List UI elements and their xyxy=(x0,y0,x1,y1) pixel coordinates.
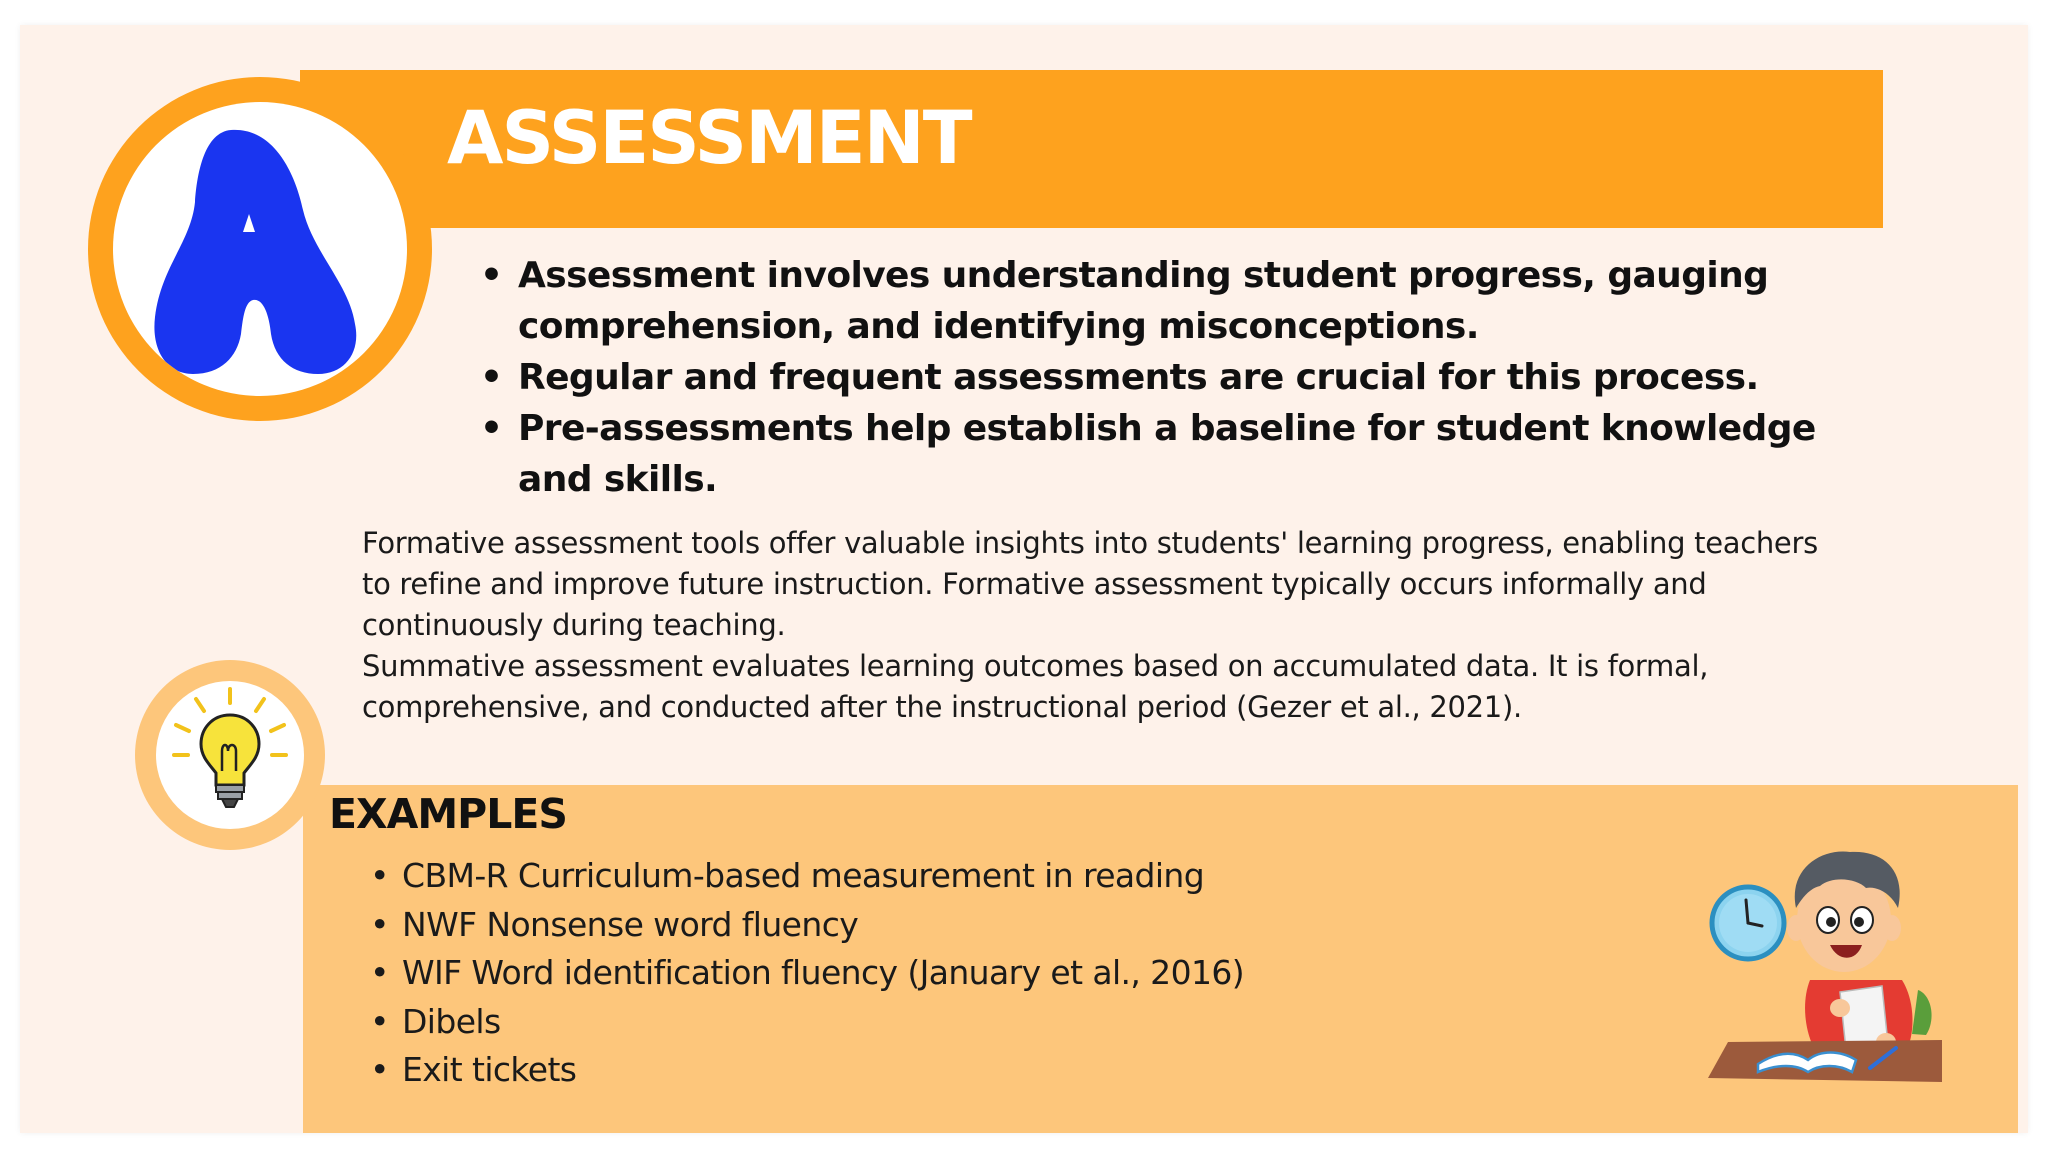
key-point: • Regular and frequent assessments are crucial for this process. xyxy=(480,352,1880,403)
student-with-clock-illustration xyxy=(1680,820,1950,1100)
examples-heading: EXAMPLES xyxy=(329,790,567,838)
letter-a-logo-icon xyxy=(113,102,407,396)
page-title: ASSESSMENT xyxy=(447,96,971,181)
key-point: • Assessment involves understanding student progress, gauging comprehension, and identifying misconceptions. xyxy=(480,250,1880,352)
lightbulb-icon xyxy=(156,681,304,829)
example-item: • Dibels xyxy=(370,998,1570,1047)
formative-paragraph: Formative assessment tools offer valuable insights into students' learning progress, enabling teachers to refine and improve future instruction. Formative assessment typically occurs informally and continuously during teaching. xyxy=(362,526,1818,642)
example-item: • WIF Word identification fluency (January et al., 2016) xyxy=(370,949,1570,998)
key-points-list xyxy=(480,250,1880,505)
description-block xyxy=(362,523,1842,728)
key-point: • Pre-assessments help establish a baseline for student knowledge and skills. xyxy=(480,403,1880,505)
example-item: • NWF Nonsense word fluency xyxy=(370,901,1570,950)
example-item: • CBM-R Curriculum-based measurement in reading xyxy=(370,852,1570,901)
example-item: • Exit tickets xyxy=(370,1046,1570,1095)
logo-badge xyxy=(88,77,432,421)
clock-icon xyxy=(1712,887,1784,959)
examples-list xyxy=(370,852,1570,1095)
bulb-badge xyxy=(135,660,325,850)
summative-paragraph: Summative assessment evaluates learning outcomes based on accumulated data. It is formal, comprehensive, and conducted after the instructional period (Gezer et al., 2021). xyxy=(362,649,1709,724)
